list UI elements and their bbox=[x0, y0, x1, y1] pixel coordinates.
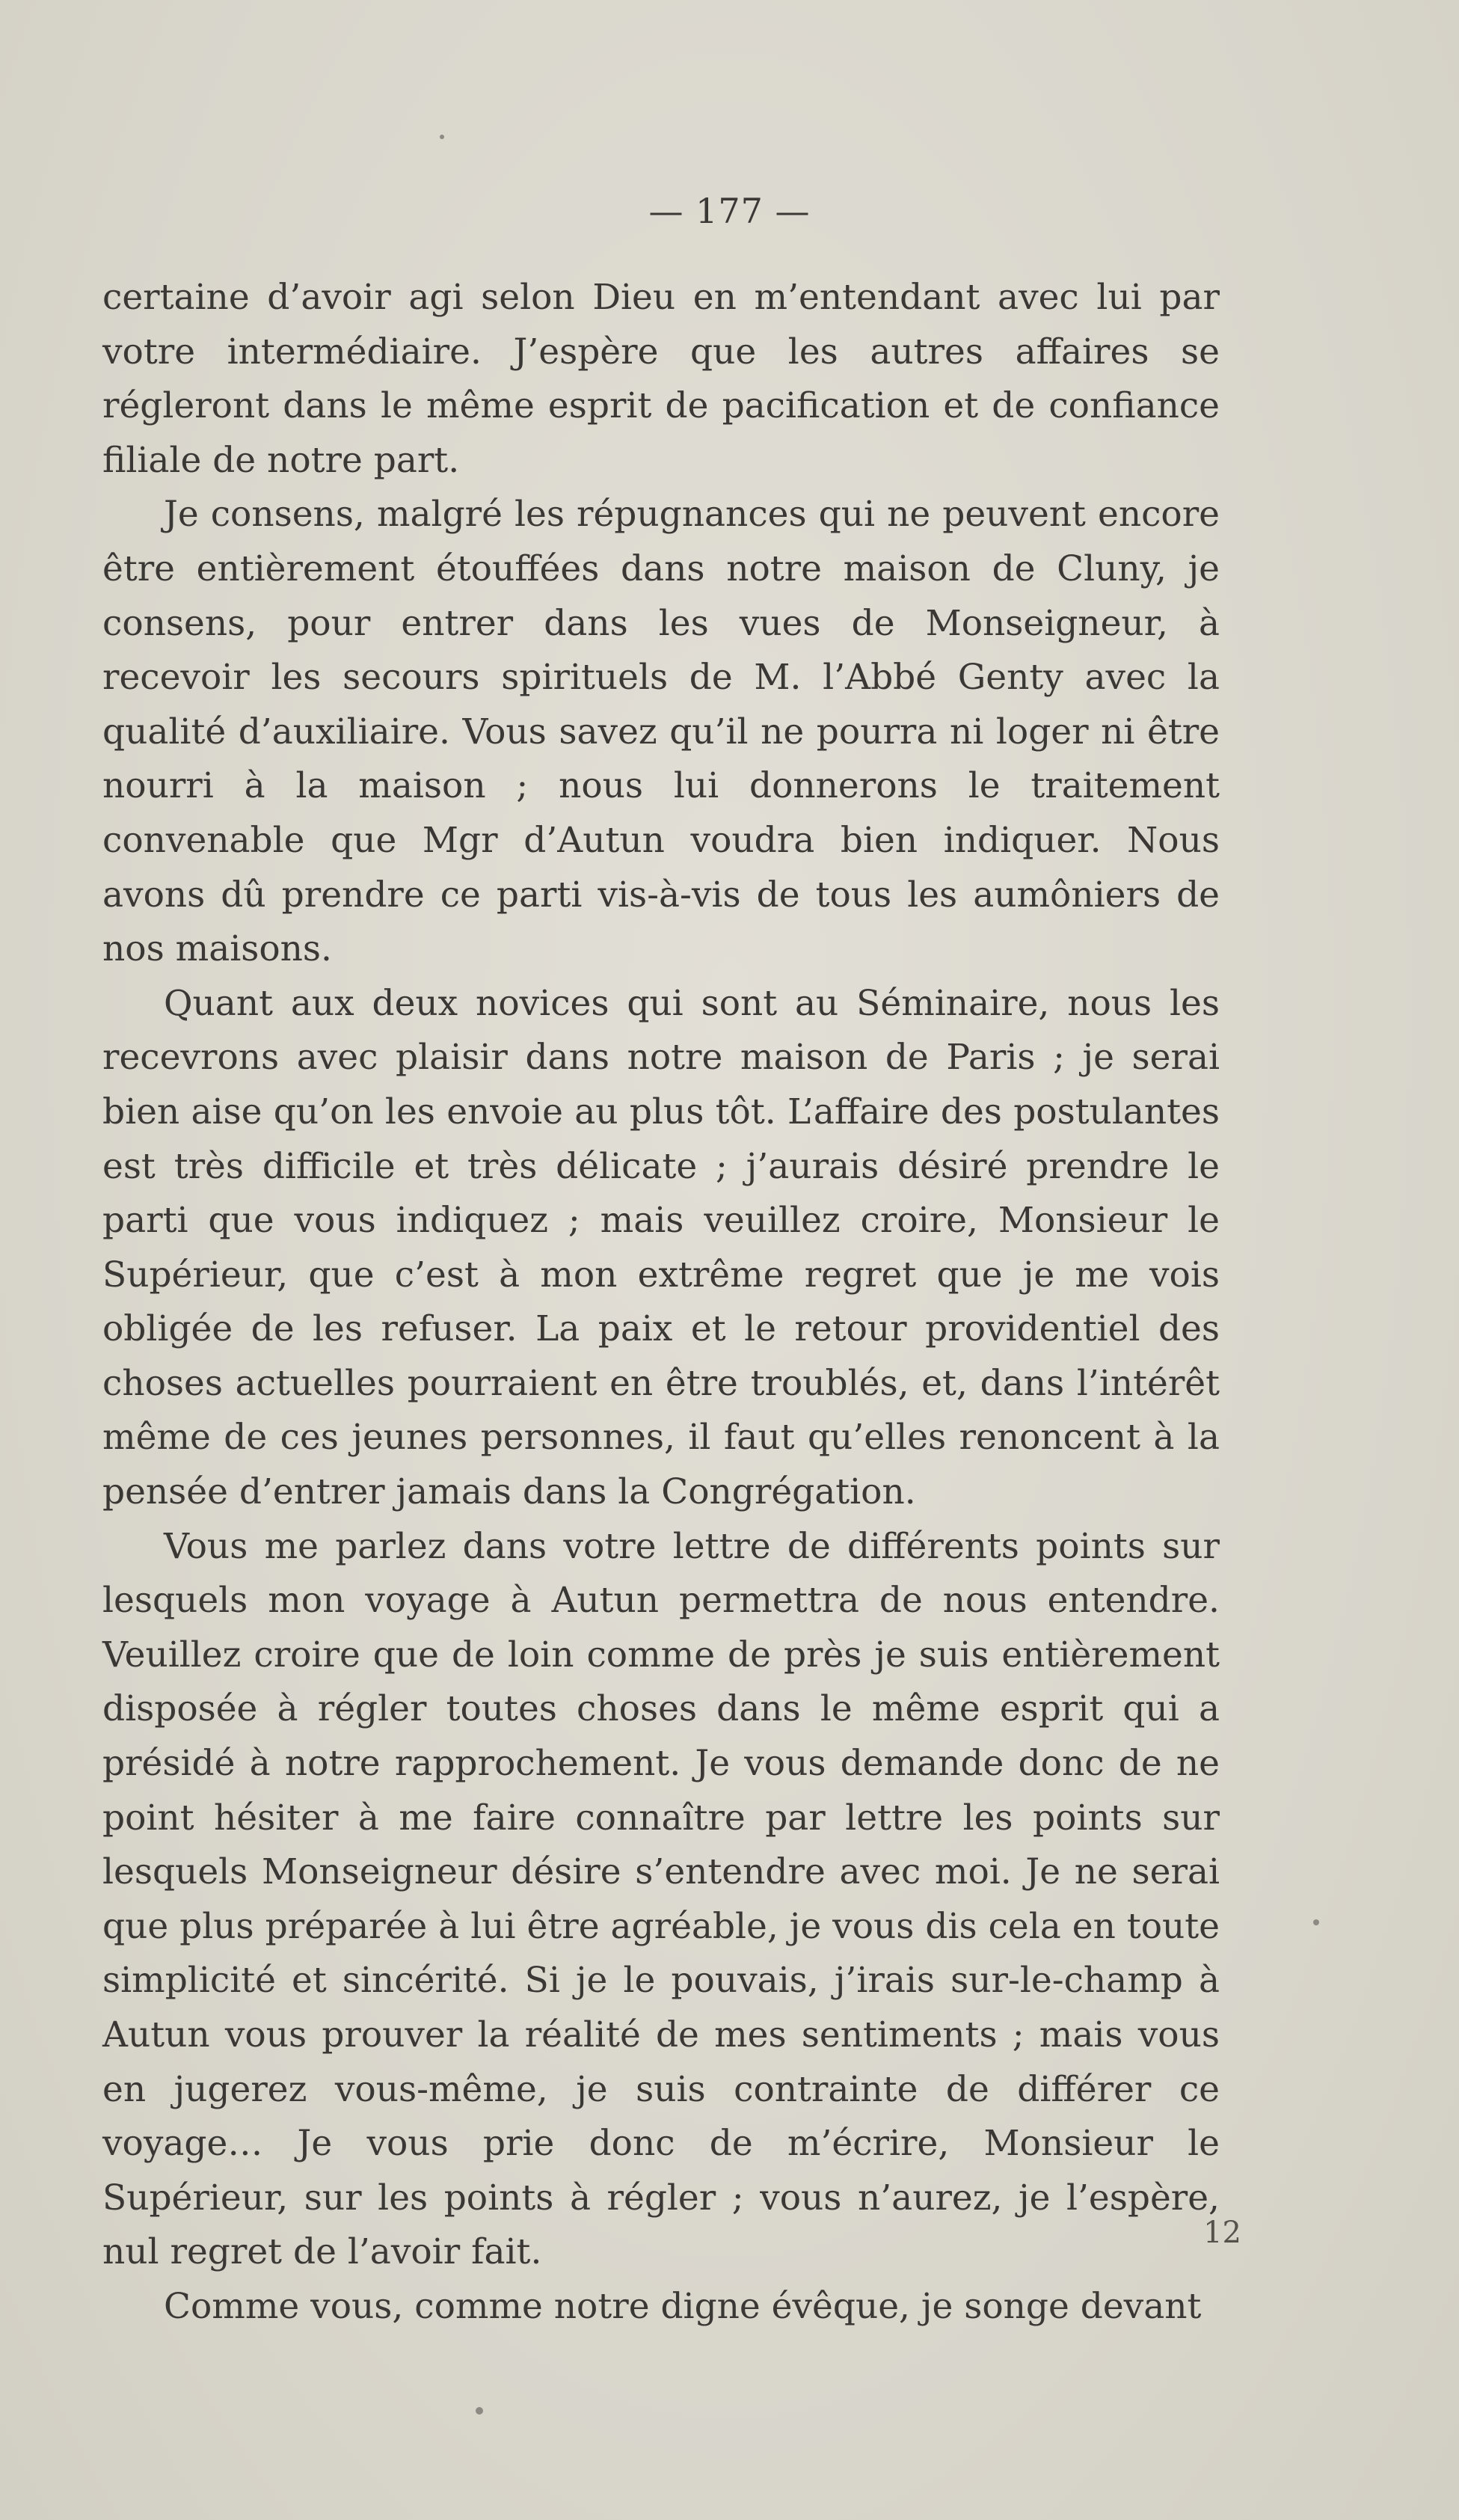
paragraph-4: Vous me parlez dans votre lettre de différents points sur lesquels mon voyage à Autun permettra de nous entendre. Veuillez croire que de loin comme de près je suis entièrement disposée à régler toutes choses dans le même esprit qui a présidé à notre rapprochement. Je vous demande donc de ne point hésiter à me faire connaître par lettre les points sur lesquels Monseigneur désire s’entendre avec moi. Je ne serai que plus préparée à lui être agréable, je vous dis cela en toute simplicité et sincérité. Si je le pouvais, j’irais sur-le-champ à Autun vous prouver la réalité de mes sentiments ; mais vous en jugerez vous-même, je suis contrainte de différer ce voyage… Je vous prie donc de m’écrire, Monsieur le Supérieur, sur les points à régler ; vous n’aurez, je l’espère, nul regret de l’avoir fait. bbox=[102, 1525, 1220, 2273]
page-number: — 177 — bbox=[648, 191, 811, 231]
paper-speck bbox=[440, 135, 444, 139]
body-text bbox=[102, 271, 1220, 2334]
paragraph-1: certaine d’avoir agi selon Dieu en m’entendant avec lui par votre intermédiaire. J’espère que les autres affaires se régleront dans le même esprit de pacification et de confiance filiale de notre part. bbox=[102, 277, 1220, 481]
paragraph-2: Je consens, malgré les répugnances qui ne peuvent encore être entièrement étouffées dans notre maison de Cluny, je consens, pour entrer dans les vues de Monseigneur, à recevoir les secours spirituels de M. l’Abbé Genty avec la qualité d’auxiliaire. Vous savez qu’il ne pourra ni loger ni être nourri à la maison ; nous lui donnerons le traitement convenable que Mgr d’Autun voudra bien indiquer. Nous avons dû prendre ce parti vis-à-vis de tous les aumôniers de nos maisons. bbox=[102, 494, 1220, 970]
signature-mark: 12 bbox=[1203, 2216, 1241, 2250]
paper-speck bbox=[476, 2407, 483, 2415]
paragraph-5: Comme vous, comme notre digne évêque, je songe devant bbox=[164, 2285, 1202, 2327]
paper-speck bbox=[1313, 1919, 1319, 1925]
paragraph-3: Quant aux deux novices qui sont au Séminaire, nous les recevrons avec plaisir dans notre maison de Paris ; je serai bien aise qu’on les envoie au plus tôt. L’affaire des postulantes est très difficile et très délicate ; j’aurais désiré prendre le parti que vous indiquez ; mais veuillez croire, Monsieur le Supérieur, que c’est à mon extrême regret que je me vois obligée de les refuser. La paix et le retour providentiel des choses actuelles pourraient en être troublés, et, dans l’intérêt même de ces jeunes personnes, il faut qu’elles renoncent à la pensée d’entrer jamais dans la Congrégation. bbox=[102, 982, 1220, 1513]
